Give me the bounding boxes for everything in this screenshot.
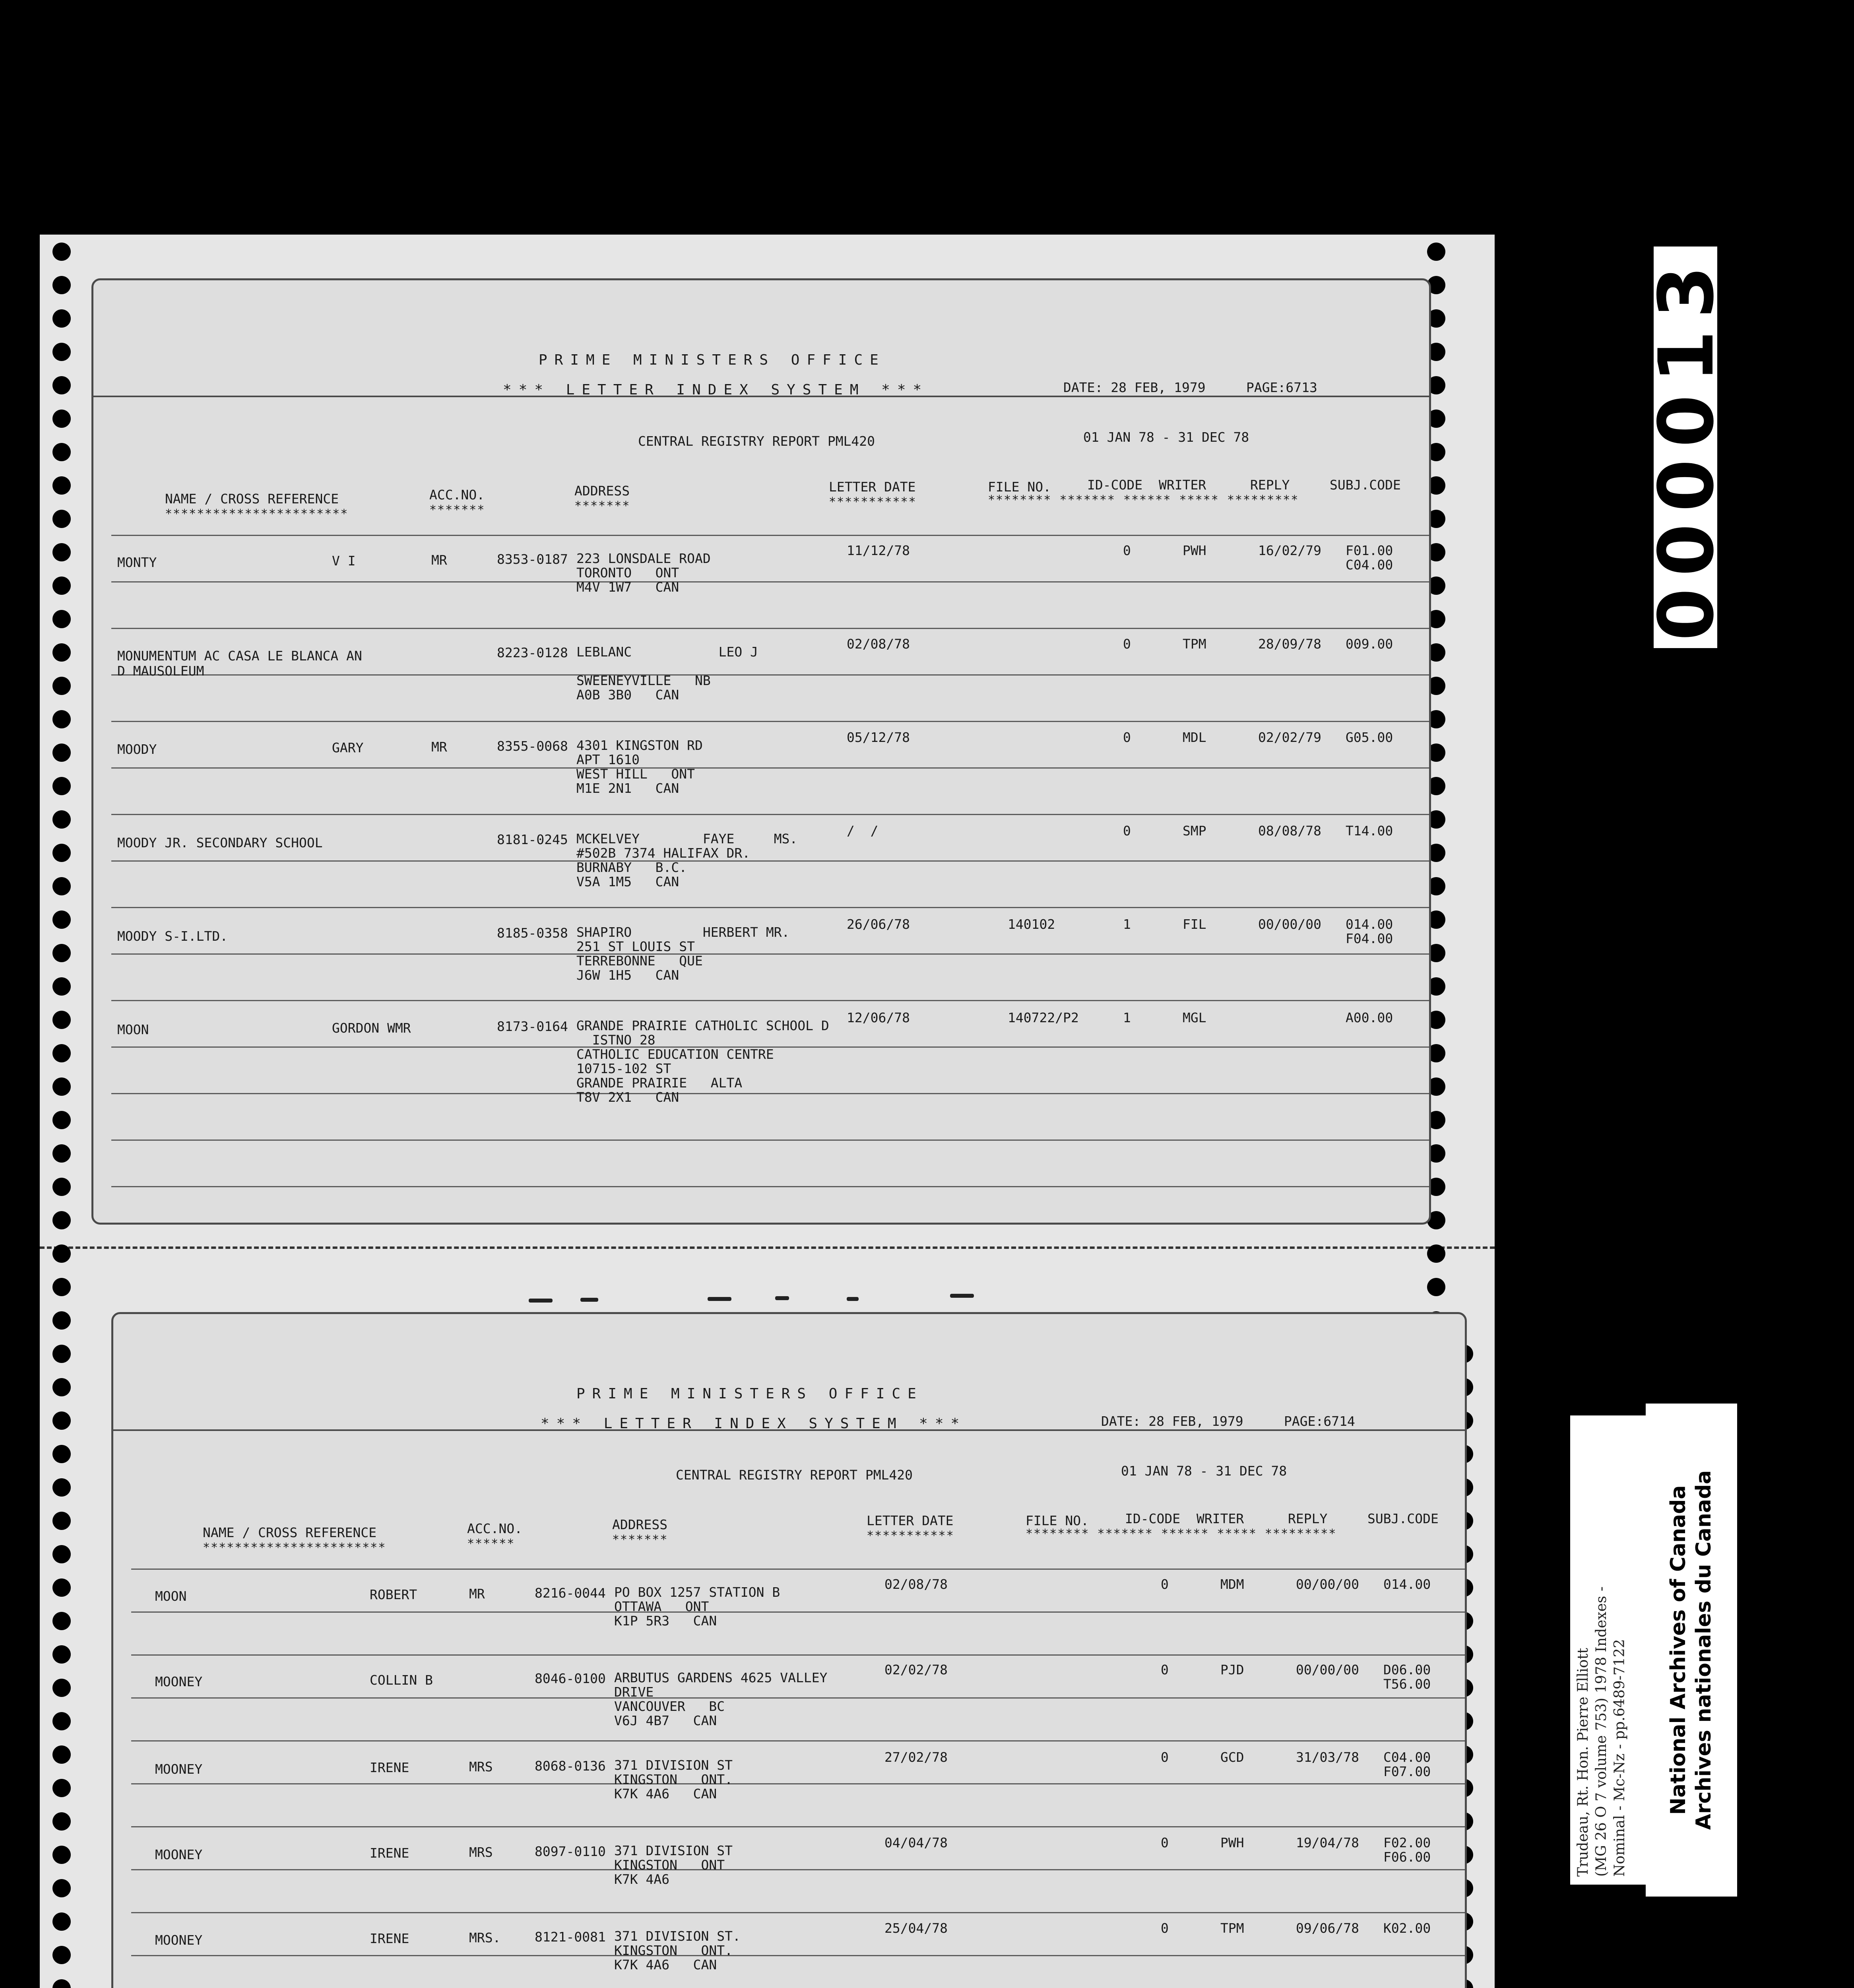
record-subj-code: T56.00 (1383, 1676, 1431, 1692)
record-address-line: A0B 3B0 CAN (576, 687, 679, 703)
system-title: *** LETTER INDEX SYSTEM *** (503, 382, 929, 398)
record-address-line: 223 LONSDALE ROAD (576, 551, 711, 566)
feed-hole (52, 1345, 71, 1363)
record-subj-code: K02.00 (1383, 1920, 1431, 1936)
row-rule (111, 1186, 1429, 1187)
record-id-code: 0 (1123, 823, 1131, 839)
record-title: MRS (469, 1844, 493, 1860)
feed-hole (52, 543, 71, 561)
col-header-letter-date: LETTER DATE (829, 479, 916, 495)
record-address-line: SWEENEYVILLE NB (576, 673, 711, 688)
record-address-line: BURNABY B.C. (576, 860, 687, 875)
record-reply: 19/04/78 (1296, 1835, 1359, 1850)
record-acc-no: 8181-0245 (497, 832, 568, 847)
record-writer: TPM (1220, 1920, 1244, 1936)
record-name: MOONEY (155, 1932, 203, 1948)
row-rule (111, 1140, 1429, 1141)
record-subj-code: 014.00 (1383, 1576, 1431, 1592)
record-id-code: 0 (1123, 636, 1131, 652)
record-acc-no: 8353-0187 (497, 551, 568, 567)
record-letter-date: 05/12/78 (847, 730, 910, 745)
record-id-code: 1 (1123, 1010, 1131, 1025)
feed-hole (52, 1311, 71, 1330)
record-writer: GCD (1220, 1749, 1244, 1765)
record-address-line: 371 DIVISION ST (614, 1843, 733, 1858)
record-address-line: TERREBONNE QUE (576, 953, 703, 969)
table-row (93, 543, 1429, 636)
record-file-no: 140722/P2 (1008, 1010, 1079, 1025)
report-page (111, 1312, 1467, 1988)
record-subj-code: T14.00 (1346, 823, 1393, 839)
feed-hole (52, 710, 71, 728)
record-address-line: APT 1610 (576, 752, 640, 767)
record-title: MR (469, 1586, 485, 1602)
record-address-line: #502B 7374 HALIFAX DR. (576, 845, 751, 861)
record-id-code: 0 (1161, 1835, 1169, 1850)
feed-hole (52, 977, 71, 996)
table-row (93, 636, 1429, 730)
record-address-line: PO BOX 1257 STATION B (614, 1584, 780, 1600)
record-title: MR (431, 739, 447, 755)
citation-line-2: (MG 26 O 7 volume 753) 1978 Indexes - (1593, 1586, 1610, 1877)
record-name-cont: D MAUSOLEUM (117, 663, 204, 679)
report-name: CENTRAL REGISTRY REPORT PML420 (676, 1467, 913, 1483)
perforation-line (40, 1246, 1495, 1249)
feed-hole (52, 1512, 71, 1530)
feed-hole (52, 1044, 71, 1062)
record-address-line: KINGSTON ONT. (614, 1772, 733, 1787)
feed-hole (52, 810, 71, 829)
col-header-subj: SUBJ.CODE (1367, 1511, 1439, 1526)
record-subj-code: D06.00 (1383, 1662, 1431, 1677)
record-reply: 00/00/00 (1258, 916, 1321, 932)
feed-hole (52, 1111, 71, 1129)
record-acc-no: 8046-0100 (535, 1671, 606, 1686)
feed-hole (52, 777, 71, 795)
feed-hole (52, 1679, 71, 1697)
record-address-line: DRIVE (614, 1684, 654, 1700)
record-address-line: J6W 1H5 CAN (576, 967, 679, 983)
feed-hole (52, 276, 71, 294)
report-page (91, 278, 1431, 1225)
record-given-name: COLLIN B (370, 1672, 433, 1688)
feed-hole (52, 1378, 71, 1396)
col-header-id-code: ID-CODE (1087, 477, 1143, 493)
feed-hole (52, 1612, 71, 1630)
archive-line-2: Archives nationales du Canada (1692, 1470, 1716, 1830)
record-address-line: VANCOUVER BC (614, 1699, 725, 1714)
row-rule (131, 1569, 1465, 1570)
col-header-acc: ACC.NO. (467, 1521, 523, 1536)
feed-hole (52, 1912, 71, 1931)
record-letter-date: 04/04/78 (884, 1835, 948, 1850)
record-address-line: CATHOLIC EDUCATION CENTRE (576, 1046, 774, 1062)
record-address-line: ISTNO 28 (576, 1032, 655, 1048)
record-writer: PWH (1183, 543, 1206, 558)
feed-hole (52, 844, 71, 862)
record-acc-no: 8223-0128 (497, 645, 568, 660)
record-letter-date: 26/06/78 (847, 916, 910, 932)
table-row (113, 1662, 1465, 1749)
citation-text (1570, 1415, 1646, 1885)
record-letter-date: / / (847, 823, 879, 839)
table-row (113, 1920, 1465, 1988)
underline-letter-date: *********** (829, 495, 917, 509)
record-address-line: M1E 2N1 CAN (576, 780, 679, 796)
feed-hole (52, 1144, 71, 1163)
record-given-name: IRENE (370, 1845, 409, 1861)
feed-hole (52, 1077, 71, 1096)
archive-line-1: National Archives of Canada (1666, 1485, 1690, 1815)
record-reply: 09/06/78 (1296, 1920, 1359, 1936)
record-letter-date: 02/08/78 (847, 636, 910, 652)
record-name: MONTY (117, 555, 157, 570)
feed-hole (52, 911, 71, 929)
table-row (93, 1010, 1429, 1129)
record-id-code: 0 (1161, 1920, 1169, 1936)
feed-hole (52, 410, 71, 428)
feed-hole (52, 1545, 71, 1563)
record-reply: 00/00/00 (1296, 1662, 1359, 1677)
record-subj-code: C04.00 (1346, 557, 1393, 573)
table-row (113, 1749, 1465, 1835)
table-row (113, 1835, 1465, 1920)
col-header-address: ADDRESS (574, 483, 630, 499)
underline-columns: ******** ******* ****** ***** ********* (988, 493, 1299, 507)
record-reply: 16/02/79 (1258, 543, 1321, 558)
record-address-line: 371 DIVISION ST. (614, 1928, 741, 1944)
record-writer: MGL (1183, 1010, 1206, 1025)
table-row (113, 1576, 1465, 1662)
feed-hole (52, 1779, 71, 1797)
record-letter-date: 12/06/78 (847, 1010, 910, 1025)
record-subj-code: F02.00 (1383, 1835, 1431, 1850)
feed-hole (52, 1578, 71, 1597)
record-address-line: K1P 5R3 CAN (614, 1613, 717, 1629)
page-number: PAGE:6714 (1284, 1413, 1355, 1429)
record-letter-date: 02/02/78 (884, 1662, 948, 1677)
feed-hole (52, 744, 71, 762)
record-reply: 28/09/78 (1258, 636, 1321, 652)
record-address-line: LEBLANC LEO J (576, 644, 758, 660)
record-reply: 00/00/00 (1296, 1576, 1359, 1592)
feed-hole (52, 1244, 71, 1263)
record-name: MOONEY (155, 1761, 203, 1777)
record-subj-code: 009.00 (1346, 636, 1393, 652)
record-writer: MDL (1183, 730, 1206, 745)
archive-label (1646, 1404, 1737, 1897)
col-header-acc: ACC.NO. (429, 487, 485, 503)
underline-name: *********************** (203, 1541, 386, 1555)
record-address-line: K7K 4A6 CAN (614, 1957, 717, 1972)
record-subj-code: 014.00 (1346, 916, 1393, 932)
col-header-file-no: FILE NO. (988, 479, 1051, 495)
feed-hole (52, 944, 71, 962)
record-file-no: 140102 (1008, 916, 1055, 932)
record-id-code: 0 (1161, 1749, 1169, 1765)
record-acc-no: 8121-0081 (535, 1929, 606, 1945)
col-header-subj: SUBJ.CODE (1330, 477, 1401, 493)
col-header-name: NAME / CROSS REFERENCE (203, 1525, 377, 1540)
record-acc-no: 8185-0358 (497, 925, 568, 941)
record-subj-code: F07.00 (1383, 1764, 1431, 1779)
col-header-reply: REPLY (1288, 1511, 1328, 1526)
record-subj-code: F01.00 (1346, 543, 1393, 558)
underline-address: ******* (612, 1533, 668, 1547)
record-address-line: T8V 2X1 CAN (576, 1089, 679, 1105)
underline-columns: ******** ******* ****** ***** ********* (1026, 1527, 1337, 1541)
record-name: MOODY JR. SECONDARY SCHOOL (117, 835, 323, 850)
record-address-line: KINGSTON ONT (614, 1857, 725, 1873)
record-given-name: GORDON WMR (332, 1020, 411, 1036)
feed-hole (52, 1745, 71, 1764)
record-address-line: GRANDE PRAIRIE CATHOLIC SCHOOL D (576, 1018, 829, 1033)
underline-name: *********************** (165, 507, 349, 521)
feed-hole (52, 643, 71, 662)
record-name: MOONEY (155, 1674, 203, 1689)
archive-text (1646, 1404, 1737, 1897)
record-address-line: 251 ST LOUIS ST (576, 939, 695, 954)
col-header-reply: REPLY (1250, 477, 1290, 493)
record-given-name: V I (332, 553, 356, 569)
record-address-line: 4301 KINGSTON RD (576, 738, 703, 753)
record-id-code: 0 (1161, 1662, 1169, 1677)
record-address-line: TORONTO ONT (576, 565, 679, 580)
feed-hole (52, 1879, 71, 1897)
feed-hole (52, 677, 71, 695)
col-header-writer: WRITER (1197, 1511, 1244, 1526)
record-name: MOON (117, 1022, 149, 1037)
report-period: 01 JAN 78 - 31 DEC 78 (1083, 429, 1249, 445)
record-id-code: 0 (1123, 730, 1131, 745)
feed-hole (52, 877, 71, 895)
record-acc-no: 8216-0044 (535, 1585, 606, 1601)
microfilm-frame-number (1643, 247, 1730, 648)
record-address-line: ARBUTUS GARDENS 4625 VALLEY (614, 1670, 828, 1685)
feed-hole (52, 1178, 71, 1196)
feed-hole (52, 1712, 71, 1730)
record-address-line: 371 DIVISION ST (614, 1757, 733, 1773)
col-header-writer: WRITER (1159, 477, 1206, 493)
feed-hole (52, 1445, 71, 1463)
record-name: MOONEY (155, 1847, 203, 1862)
col-header-name: NAME / CROSS REFERENCE (165, 491, 339, 507)
record-name: MOON (155, 1588, 187, 1604)
feed-hole (52, 1278, 71, 1296)
col-header-letter-date: LETTER DATE (867, 1513, 954, 1528)
record-address-line: MCKELVEY FAYE MS. (576, 831, 798, 846)
record-acc-no: 8173-0164 (497, 1019, 568, 1034)
record-id-code: 0 (1123, 543, 1131, 558)
feed-hole (52, 1645, 71, 1664)
citation-line-1: Trudeau, Rt. Hon. Pierre Elliott (1575, 1648, 1591, 1877)
record-letter-date: 11/12/78 (847, 543, 910, 558)
feed-hole (52, 1812, 71, 1831)
underline-acc: ****** (467, 1537, 515, 1551)
record-title: MRS. (469, 1930, 501, 1945)
record-reply: 08/08/78 (1258, 823, 1321, 839)
record-writer: MDM (1220, 1576, 1244, 1592)
record-name: MOODY (117, 742, 157, 757)
report-date: DATE: 28 FEB, 1979 (1063, 380, 1206, 395)
record-subj-code: G05.00 (1346, 730, 1393, 745)
feed-hole (52, 376, 71, 394)
record-writer: SMP (1183, 823, 1206, 839)
feed-hole (52, 1846, 71, 1864)
feed-hole (1427, 243, 1445, 261)
feed-hole (52, 476, 71, 495)
feed-hole (52, 1411, 71, 1430)
col-header-address: ADDRESS (612, 1517, 668, 1532)
record-writer: TPM (1183, 636, 1206, 652)
record-address-line: K7K 4A6 (614, 1872, 670, 1887)
underline-letter-date: *********** (867, 1529, 954, 1543)
record-address-line: KINGSTON ONT. (614, 1943, 733, 1958)
record-writer: PJD (1220, 1662, 1244, 1677)
feed-hole (52, 243, 71, 261)
report-name: CENTRAL REGISTRY REPORT PML420 (638, 433, 875, 449)
feed-hole (52, 1211, 71, 1229)
feed-hole (52, 343, 71, 361)
underline-acc: ******* (429, 503, 485, 517)
record-title: MR (431, 552, 447, 568)
record-id-code: 1 (1123, 916, 1131, 932)
record-given-name: IRENE (370, 1760, 409, 1775)
record-reply: 31/03/78 (1296, 1749, 1359, 1765)
table-row (93, 916, 1429, 1010)
record-writer: FIL (1183, 916, 1206, 932)
record-address-line: OTTAWA ONT (614, 1599, 709, 1614)
col-header-file-no: FILE NO. (1026, 1513, 1089, 1528)
record-address-line: WEST HILL ONT (576, 766, 695, 782)
record-acc-no: 8097-0110 (535, 1844, 606, 1859)
record-acc-no: 8355-0068 (497, 738, 568, 754)
report-period: 01 JAN 78 - 31 DEC 78 (1121, 1463, 1287, 1479)
page-number: PAGE:6713 (1246, 380, 1317, 395)
record-reply: 02/02/79 (1258, 730, 1321, 745)
record-writer: PWH (1220, 1835, 1244, 1850)
feed-hole (52, 1478, 71, 1497)
record-address-line: V6J 4B7 CAN (614, 1713, 717, 1728)
table-row (93, 730, 1429, 823)
frame-number-text: 000013 (1643, 254, 1730, 641)
smudge-marks (529, 1296, 1006, 1304)
record-acc-no: 8068-0136 (535, 1758, 606, 1774)
record-letter-date: 27/02/78 (884, 1749, 948, 1765)
table-row (93, 823, 1429, 916)
feed-hole (1427, 1278, 1445, 1296)
citation-line-3: Nominal - Mc-Nz - pp.6489-7122 (1612, 1639, 1628, 1877)
feed-hole (52, 510, 71, 528)
record-address-line: K7K 4A6 CAN (614, 1786, 717, 1802)
record-name: MONUMENTUM AC CASA LE BLANCA AN (117, 648, 362, 664)
record-given-name: ROBERT (370, 1587, 417, 1602)
feed-hole (52, 1946, 71, 1964)
record-address-line: 10715-102 ST (576, 1061, 671, 1076)
record-subj-code: C04.00 (1383, 1749, 1431, 1765)
feed-hole (52, 443, 71, 461)
office-title: PRIME MINISTERS OFFICE (576, 1386, 923, 1402)
record-address-line: M4V 1W7 CAN (576, 579, 679, 595)
record-name: MOODY S-I.LTD. (117, 928, 228, 944)
citation-label (1570, 1415, 1646, 1885)
record-given-name: GARY (332, 740, 364, 755)
feed-hole (52, 577, 71, 595)
feed-hole (52, 309, 71, 328)
record-address-line: GRANDE PRAIRIE ALTA (576, 1075, 743, 1091)
record-title: MRS (469, 1759, 493, 1774)
record-letter-date: 25/04/78 (884, 1920, 948, 1936)
feed-hole (52, 610, 71, 628)
feed-hole (1427, 1244, 1445, 1263)
system-title: *** LETTER INDEX SYSTEM *** (541, 1415, 967, 1432)
underline-address: ******* (574, 499, 630, 513)
row-rule (111, 535, 1429, 536)
col-header-id-code: ID-CODE (1125, 1511, 1181, 1526)
record-address-line: SHAPIRO HERBERT MR. (576, 924, 790, 940)
office-title: PRIME MINISTERS OFFICE (539, 352, 886, 368)
record-letter-date: 02/08/78 (884, 1576, 948, 1592)
record-address-line: V5A 1M5 CAN (576, 874, 679, 889)
record-id-code: 0 (1161, 1576, 1169, 1592)
record-subj-code: F06.00 (1383, 1849, 1431, 1865)
feed-hole (52, 1011, 71, 1029)
record-subj-code: A00.00 (1346, 1010, 1393, 1025)
record-given-name: IRENE (370, 1931, 409, 1946)
report-date: DATE: 28 FEB, 1979 (1101, 1413, 1243, 1429)
record-subj-code: F04.00 (1346, 931, 1393, 946)
